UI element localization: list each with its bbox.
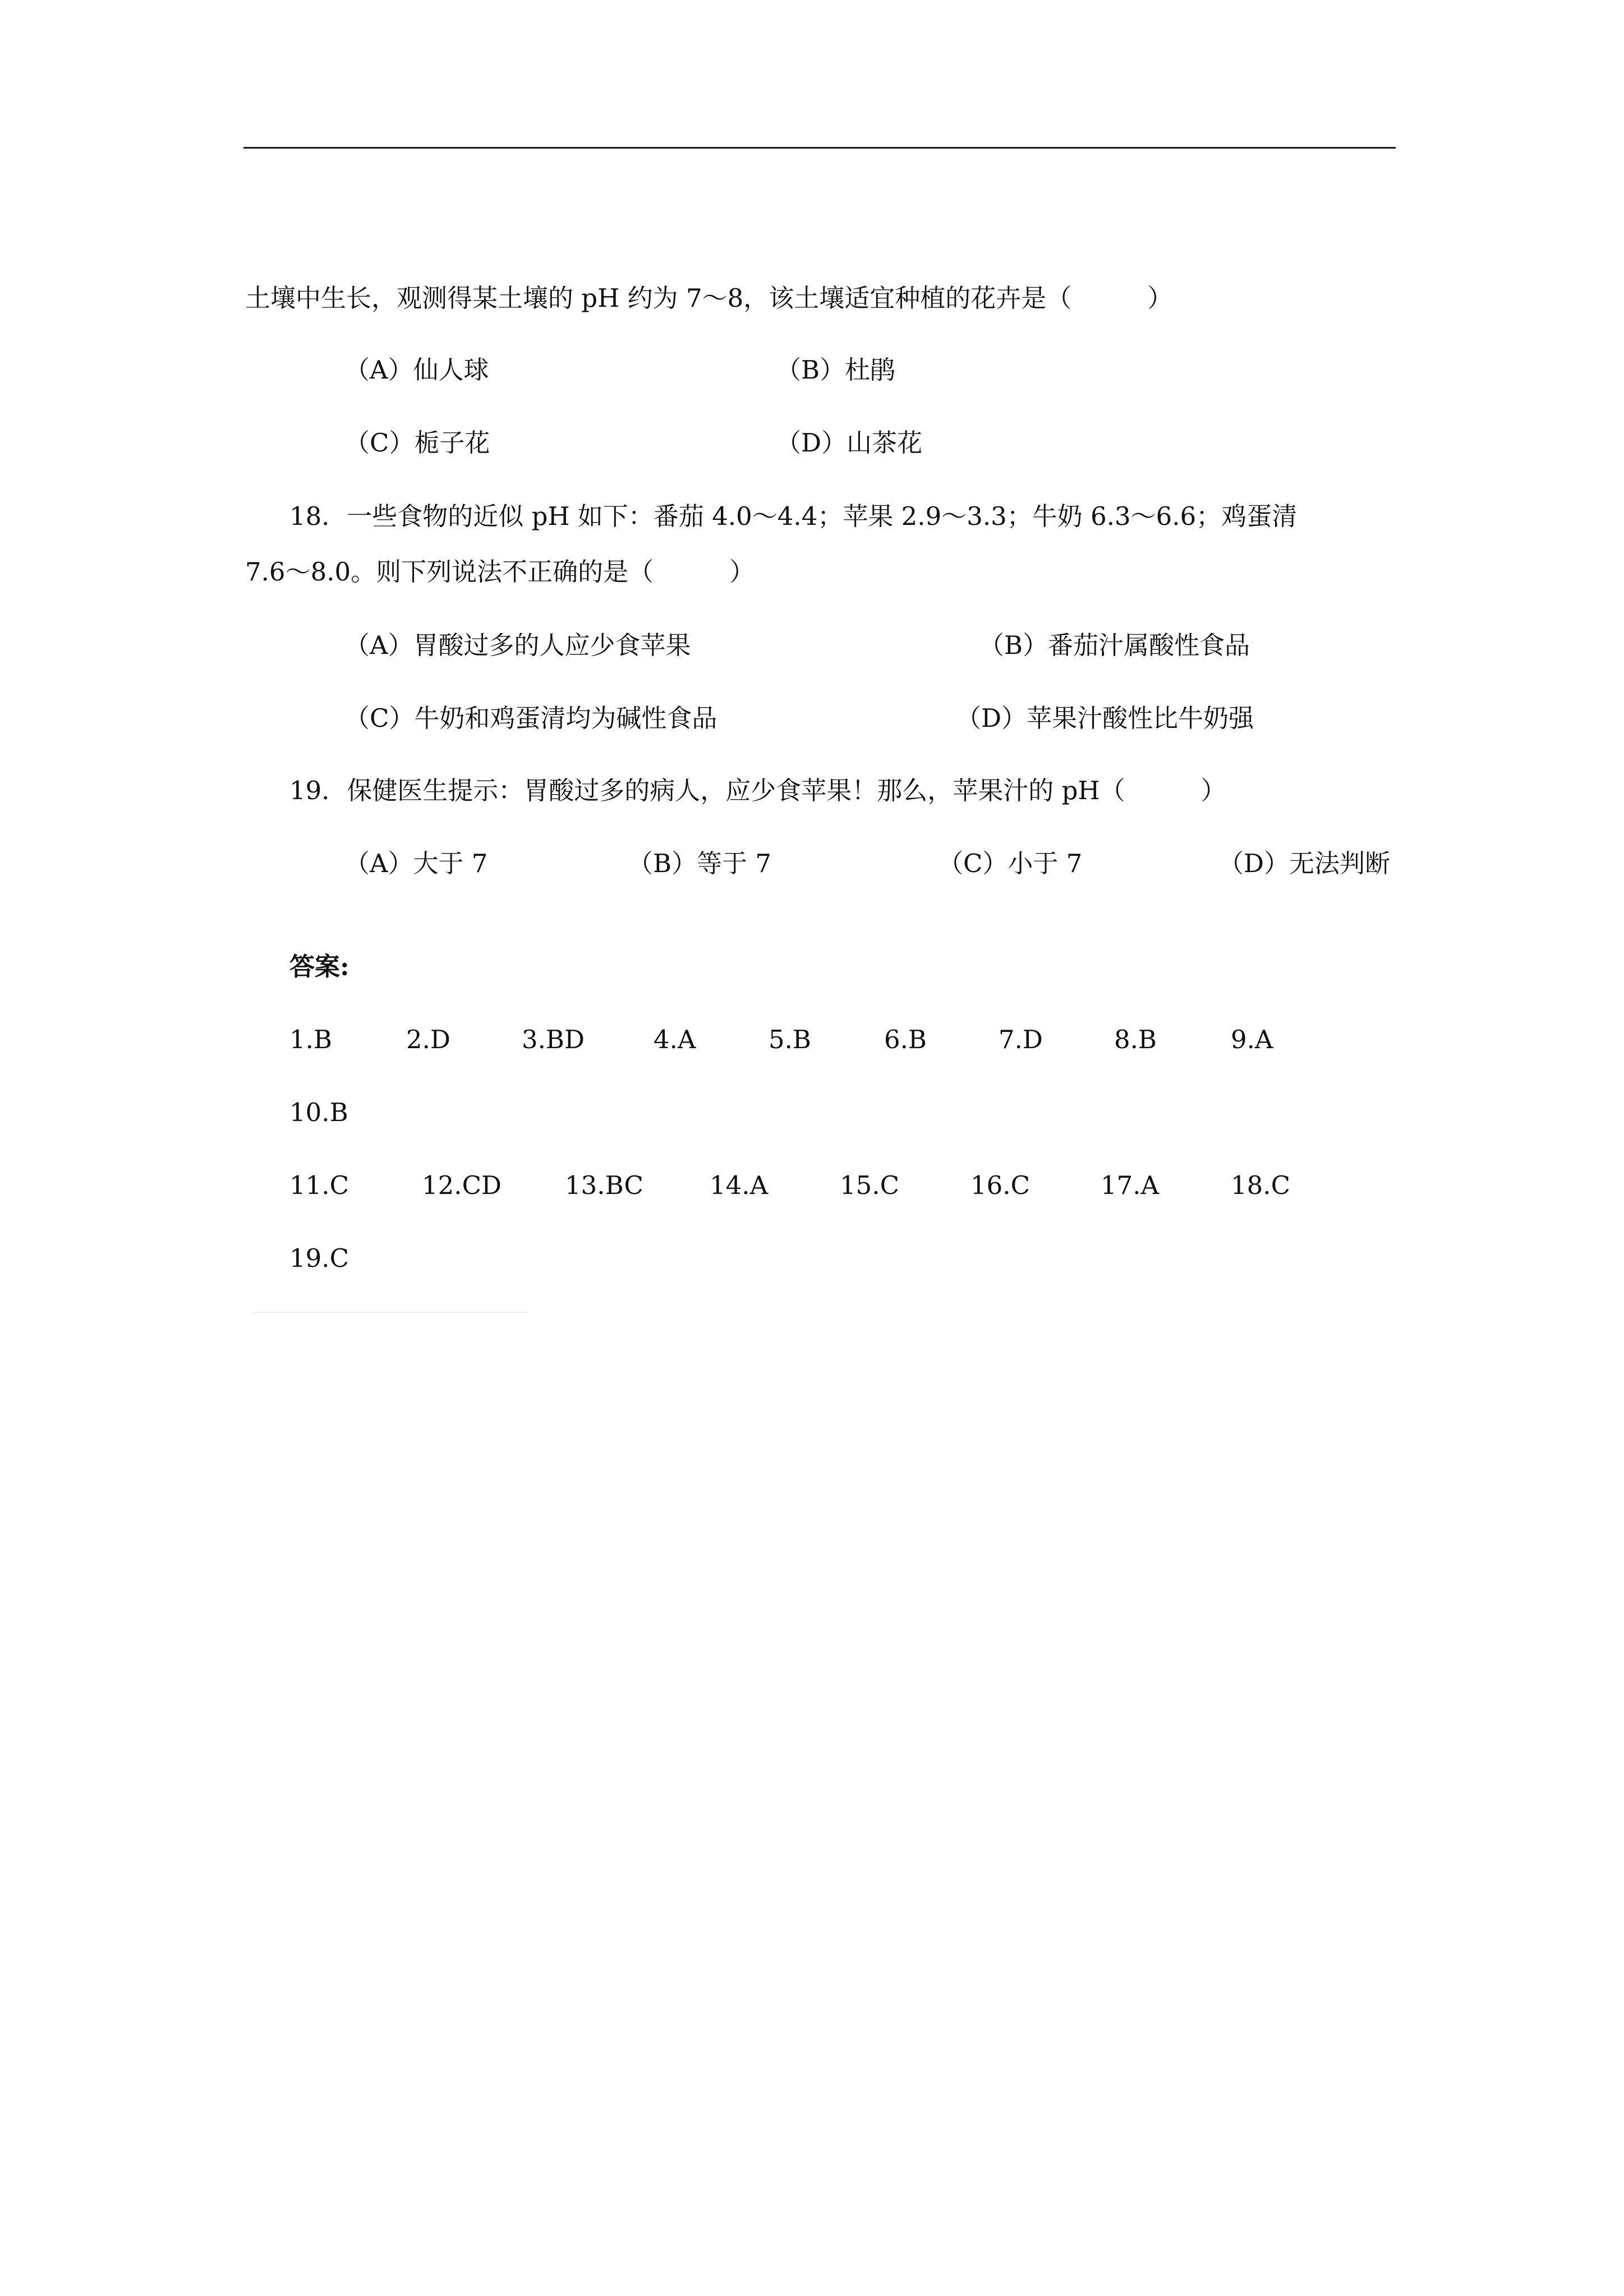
answer-item: 9.A	[1231, 1025, 1273, 1054]
q17-option-b: （B）杜鹃	[776, 355, 896, 385]
q18-option-c: （C）牛奶和鸡蛋清均为碱性食品	[344, 703, 717, 733]
answer-item: 10.B	[289, 1098, 348, 1127]
faint-divider	[254, 1312, 528, 1313]
q19-option-b: （B）等于 7	[628, 849, 772, 878]
answer-item: 4.A	[654, 1025, 696, 1054]
q18-option-b: （B）番茄汁属酸性食品	[979, 630, 1250, 660]
answer-item: 3.BD	[522, 1025, 585, 1054]
answer-item: 13.BC	[565, 1170, 643, 1200]
q19-option-a: （A）大于 7	[344, 849, 488, 878]
answer-item: 7.D	[999, 1025, 1043, 1054]
answer-item: 17.A	[1101, 1170, 1160, 1200]
q17-option-a: （A）仙人球	[344, 355, 489, 385]
q17-option-c: （C）栀子花	[344, 428, 490, 458]
answer-item: 2.D	[406, 1025, 451, 1054]
q18-option-d: （D）苹果汁酸性比牛奶强	[956, 703, 1254, 733]
answer-item: 6.B	[884, 1025, 927, 1054]
answer-item: 16.C	[970, 1170, 1030, 1200]
answer-item: 5.B	[769, 1025, 812, 1054]
q17-option-d: （D）山茶花	[776, 428, 923, 458]
answer-item: 14.A	[710, 1170, 769, 1200]
answer-item: 19.C	[289, 1243, 349, 1273]
answers-heading: 答案:	[289, 952, 349, 981]
q19-option-c: （C）小于 7	[938, 849, 1083, 878]
answer-item: 12.CD	[422, 1170, 502, 1200]
answer-item: 11.C	[289, 1170, 349, 1200]
answer-item: 18.C	[1231, 1170, 1290, 1200]
q17-continuation: 土壤中生长，观测得某土壤的 pH 约为 7～8，该土壤适宜种植的花卉是（ ）	[245, 283, 1173, 313]
answer-item: 1.B	[289, 1025, 333, 1054]
q19-option-d: （D）无法判断	[1218, 849, 1391, 878]
q18-stem-line2: 7.6～8.0。则下列说法不正确的是（ ）	[245, 557, 755, 587]
q18-stem-line1: 18．一些食物的近似 pH 如下：番茄 4.0～4.4；苹果 2.9～3.3；牛奶 6.3～6.6；鸡蛋清	[289, 501, 1298, 531]
answer-item: 8.B	[1114, 1025, 1157, 1054]
q19-stem: 19．保健医生提示：胃酸过多的病人，应少食苹果！那么，苹果汁的 pH（ ）	[289, 776, 1226, 805]
header-rule	[243, 147, 1396, 149]
q18-option-a: （A）胃酸过多的人应少食苹果	[344, 630, 691, 660]
answer-item: 15.C	[840, 1170, 899, 1200]
